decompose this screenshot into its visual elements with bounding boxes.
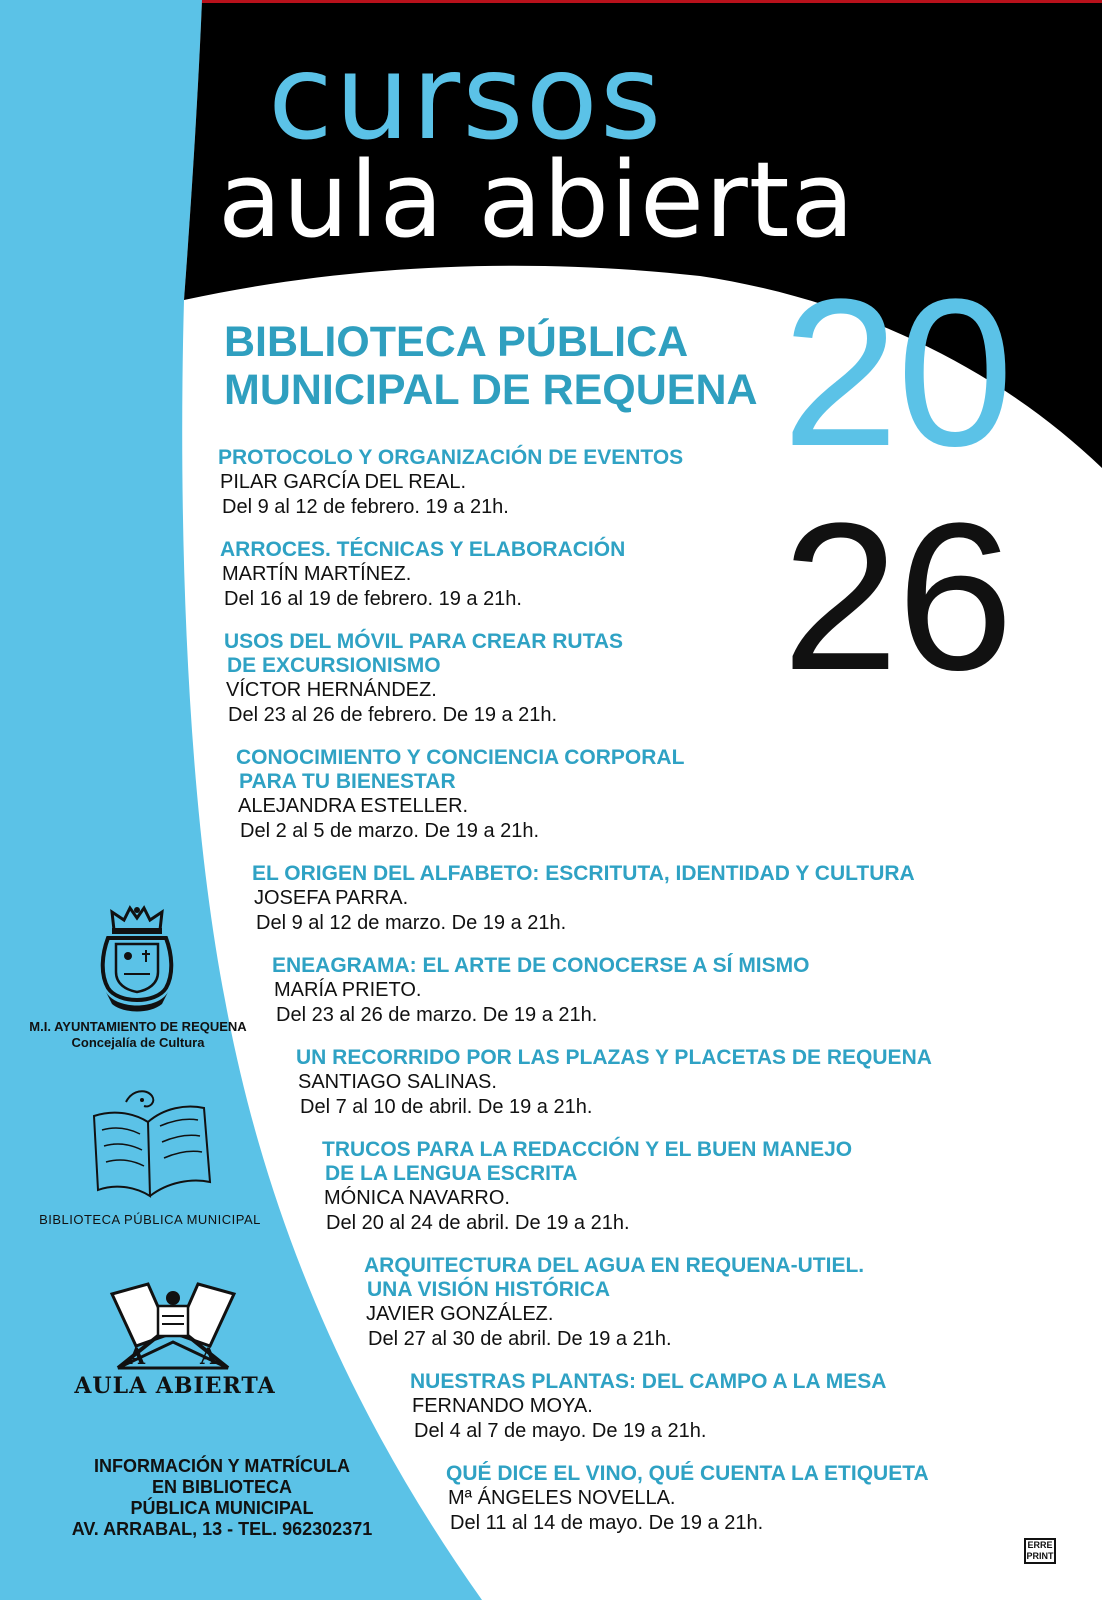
course-item <box>218 446 683 520</box>
course-dates: Del 27 al 30 de abril. De 19 a 21h. <box>368 1328 672 1350</box>
ayuntamiento-name: M.I. AYUNTAMIENTO DE REQUENA <box>29 1019 247 1034</box>
course-title-line2: DE LA LENGUA ESCRITA <box>325 1162 578 1185</box>
course-item <box>252 862 915 936</box>
info-line: EN BIBLIOTECA <box>151 1477 292 1497</box>
course-instructor: Mª ÁNGELES NOVELLA. <box>448 1487 676 1509</box>
course-dates: Del 4 al 7 de mayo. De 19 a 21h. <box>414 1420 707 1442</box>
course-title-line2: DE EXCURSIONISMO <box>227 654 441 677</box>
ayuntamiento-department: Concejalía de Cultura <box>71 1035 205 1050</box>
course-title: ARQUITECTURA DEL AGUA EN REQUENA-UTIEL. <box>364 1254 865 1277</box>
course-item <box>322 1138 852 1236</box>
poster-title-aula-abierta: aula abierta <box>218 139 856 261</box>
course-title: PROTOCOLO Y ORGANIZACIÓN DE EVENTOS <box>218 446 684 469</box>
poster-title-cursos: cursos <box>268 28 664 166</box>
course-instructor: MÓNICA NAVARRO. <box>324 1187 510 1209</box>
course-item <box>272 954 809 1028</box>
course-title: CONOCIMIENTO Y CONCIENCIA CORPORAL <box>236 746 685 769</box>
year-top-digits: 20 <box>782 255 1012 490</box>
course-instructor: JAVIER GONZÁLEZ. <box>366 1303 554 1325</box>
aula-abierta-label: AULA ABIERTA <box>74 1373 276 1399</box>
aula-abierta-logo-icon <box>108 1272 238 1372</box>
course-dates: Del 23 al 26 de marzo. De 19 a 21h. <box>276 1004 598 1026</box>
course-title: UN RECORRIDO POR LAS PLAZAS Y PLACETAS DE REQUENA <box>296 1046 932 1069</box>
course-item <box>446 1462 929 1536</box>
course-title: ENEAGRAMA: EL ARTE DE CONOCERSE A SÍ MISMO <box>272 954 810 977</box>
course-title: QUÉ DICE EL VINO, QUÉ CUENTA LA ETIQUETA <box>446 1462 929 1485</box>
course-item <box>220 538 625 612</box>
course-dates: Del 23 al 26 de febrero. De 19 a 21h. <box>228 704 558 726</box>
info-address-phone: AV. ARRABAL, 13 - TEL. 962302371 <box>71 1519 373 1539</box>
course-dates: Del 9 al 12 de marzo. De 19 a 21h. <box>256 912 567 934</box>
course-instructor: ALEJANDRA ESTELLER. <box>238 795 469 817</box>
course-title: NUESTRAS PLANTAS: DEL CAMPO A LA MESA <box>410 1370 887 1393</box>
open-book-icon <box>88 1088 218 1206</box>
course-dates: Del 2 al 5 de marzo. De 19 a 21h. <box>240 820 540 842</box>
course-dates: Del 9 al 12 de febrero. 19 a 21h. <box>222 496 509 518</box>
course-item <box>236 746 684 844</box>
course-title-line2: PARA TU BIENESTAR <box>239 770 456 793</box>
biblioteca-label: BIBLIOTECA PÚBLICA MUNICIPAL <box>39 1212 261 1227</box>
course-item <box>410 1370 886 1444</box>
course-instructor: MARTÍN MARTÍNEZ. <box>222 563 412 585</box>
course-dates: Del 11 al 14 de mayo. De 19 a 21h. <box>450 1512 764 1534</box>
library-heading <box>224 318 758 414</box>
coat-of-arms-icon <box>96 904 178 1016</box>
registration-info <box>52 1456 392 1540</box>
library-heading-line1: BIBLIOTECA PÚBLICA <box>224 318 689 366</box>
course-instructor: VÍCTOR HERNÁNDEZ. <box>226 679 437 701</box>
course-item <box>364 1254 864 1352</box>
course-dates: Del 7 al 10 de abril. De 19 a 21h. <box>300 1096 593 1118</box>
course-title-line2: UNA VISIÓN HISTÓRICA <box>367 1278 611 1301</box>
svg-text:A: A <box>128 1344 146 1370</box>
svg-text:A: A <box>200 1344 218 1370</box>
course-dates: Del 20 al 24 de abril. De 19 a 21h. <box>326 1212 630 1234</box>
course-title: EL ORIGEN DEL ALFABETO: ESCRITUTA, IDENTIDAD Y CULTURA <box>252 862 915 885</box>
course-item <box>296 1046 932 1120</box>
course-instructor: JOSEFA PARRA. <box>254 887 409 909</box>
course-instructor: MARÍA PRIETO. <box>274 979 422 1001</box>
year-bottom-digits: 26 <box>782 479 1012 714</box>
info-line: INFORMACIÓN Y MATRÍCULA <box>94 1456 350 1476</box>
course-title: TRUCOS PARA LA REDACCIÓN Y EL BUEN MANEJO <box>322 1138 853 1161</box>
course-item <box>224 630 623 728</box>
course-instructor: PILAR GARCÍA DEL REAL. <box>220 471 467 493</box>
course-instructor: FERNANDO MOYA. <box>412 1395 593 1417</box>
course-title: USOS DEL MÓVIL PARA CREAR RUTAS <box>224 630 624 653</box>
course-title: ARROCES. TÉCNICAS Y ELABORACIÓN <box>220 538 626 561</box>
course-dates: Del 16 al 19 de febrero. 19 a 21h. <box>224 588 522 610</box>
info-line: PÚBLICA MUNICIPAL <box>130 1498 314 1518</box>
printer-mark: ERRE PRINT <box>1024 1538 1056 1564</box>
course-instructor: SANTIAGO SALINAS. <box>298 1071 497 1093</box>
library-heading-line2: MUNICIPAL DE REQUENA <box>224 366 758 414</box>
